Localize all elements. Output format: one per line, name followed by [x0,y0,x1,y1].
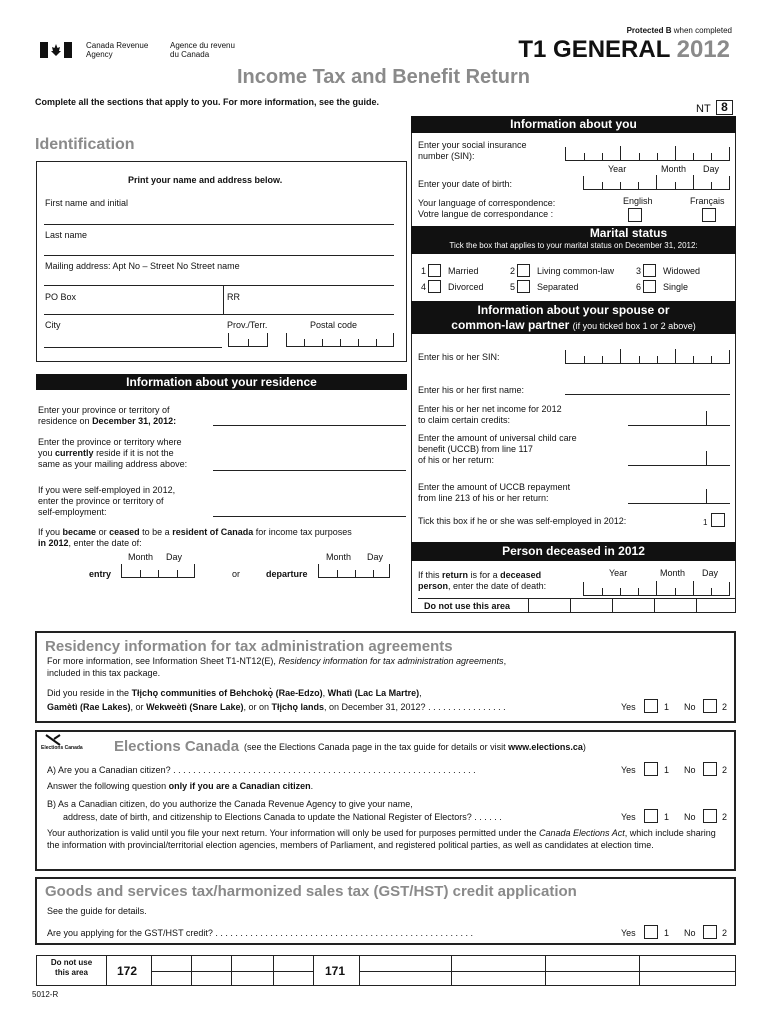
marital-option-label: Single [663,282,689,292]
marital-option-number: 4 [421,282,427,292]
deceased-text: If this return is for a deceased person, enter the date of death: [418,570,547,591]
elections-b-no-label: No [684,812,696,822]
spouse-sin-label: Enter his or her SIN: [418,352,500,362]
form-code: 5012-R [32,990,59,999]
residence-q4: If you became or ceased to be a resident of Canada for income tax purposes in 2012, enter the date of: [38,527,352,548]
marital-option-label: Separated [537,282,579,292]
elections-a-yes-checkbox[interactable] [644,762,658,776]
marital-option-number: 3 [636,266,642,276]
elections-question-b1: B) As a Canadian citizen, do you authorize the Canada Revenue Agency to give your name, [47,799,413,809]
current-province-field[interactable] [213,470,406,471]
marital-checkbox-widowed[interactable] [643,264,656,277]
elections-answer-note: Answer the following question only if you are a Canadian citizen. [47,781,314,791]
elections-a-no-num: 2 [722,765,728,775]
form-title: T1 GENERAL 2012 [518,36,730,63]
elections-question-b2: address, date of birth, and citizenship to Elections Canada to update the National Register of Electors? . . . . . . [63,812,502,822]
marital-option-label: Married [448,266,479,276]
about-you-header: Information about you [411,116,736,133]
residency-question-line2: Gamètì (Rae Lakes), or Wekweètì (Snare Lake), or on Tłįchǫ lands, on December 31, 2012? . . . . . . . . . . . . . . . . [47,702,506,712]
mailing-address-label: Mailing address: Apt No – Street No Street name [45,261,240,271]
dob-month-label: Month [661,164,687,174]
francais-label: Français [690,196,725,206]
elections-title-sub: (see the Elections Canada page in the tax guide for details or visit www.elections.ca) [244,742,586,752]
departure-date-field[interactable] [318,564,390,578]
elections-question-a: A) Are you a Canadian citizen? . . . . . . . . . . . . . . . . . . . . . . . . . . . . . . . . . . . . . . . . . . . . . . . . . . . . . . . . . . . . . [47,765,476,775]
residency-yes-num: 1 [664,702,670,712]
right-column-box [411,116,736,613]
identification-title: Identification [35,136,135,153]
spouse-uccb-repay-label: Enter the amount of UCCB repayment from line 213 of his or her return: [418,482,571,503]
residence-province-field[interactable] [213,425,406,426]
self-employment-province-field[interactable] [213,516,406,517]
marital-option-number: 2 [510,266,516,276]
residency-no-num: 2 [722,702,728,712]
residency-yes-label: Yes [621,702,636,712]
entry-day-label: Day [166,552,183,562]
spouse-uccb-repay-field[interactable] [628,490,730,504]
po-box-field[interactable] [44,314,394,315]
entry-label: entry [89,569,112,579]
english-label: English [623,196,653,206]
departure-label: departure [266,569,308,579]
elections-b-no-checkbox[interactable] [703,809,717,823]
dob-day-label: Day [703,164,720,174]
city-label: City [45,320,61,330]
prov-field[interactable] [228,333,268,347]
language-label: Your language of correspondence: Votre langue de correspondance : [418,198,556,219]
elections-a-yes-num: 1 [664,765,670,775]
marital-option-label: Living common-law [537,266,615,276]
last-name-field[interactable] [44,255,394,256]
marital-checkbox-married[interactable] [428,264,441,277]
residence-header: Information about your residence [36,374,407,390]
death-month-label: Month [660,568,686,578]
gst-yes-label: Yes [621,928,636,938]
elections-b-yes-num: 1 [664,812,670,822]
residency-no-checkbox[interactable] [703,699,717,713]
footer-do-not-use-box [36,955,736,986]
form-subtitle: Income Tax and Benefit Return [237,66,531,88]
entry-month-label: Month [128,552,154,562]
residency-no-label: No [684,702,696,712]
marital-checkbox-living-common-law[interactable] [517,264,530,277]
marital-checkbox-single[interactable] [643,280,656,293]
elections-a-yes-label: Yes [621,765,636,775]
marital-checkbox-separated[interactable] [517,280,530,293]
last-name-label: Last name [45,230,88,240]
marital-header: Marital status Tick the box that applies to your marital status on December 31, 2012: [411,226,736,254]
dob-field[interactable] [583,176,730,190]
francais-checkbox[interactable] [702,208,716,222]
sin-field[interactable] [565,147,730,161]
entry-date-field[interactable] [121,564,195,578]
elections-b-yes-label: Yes [621,812,636,822]
postal-code-field[interactable] [286,333,394,347]
po-rr-divider [223,286,224,315]
elections-b-yes-checkbox[interactable] [644,809,658,823]
elections-logo: Elections Canada [41,734,105,752]
marital-option-number: 5 [510,282,516,292]
canada-flag-logo [40,42,72,58]
or-label: or [232,569,241,579]
elections-title: Elections Canada [114,738,240,755]
elections-a-no-label: No [684,765,696,775]
first-name-field[interactable] [44,224,394,225]
spouse-uccb-field[interactable] [628,452,730,466]
footer-do-not-use-label: Do not use this area [50,958,93,977]
agency-name-en: Canada Revenue Agency [86,41,149,59]
elections-authorization-text: Your authorization is valid until you file your next return. Your information will only be used for purposes permitted under the Canada Elections Act, which include sharing the information with provincial/territorial election agencies, members of Parliament, and registered political parties, as well as candidates at election time. [47,828,716,850]
death-year-label: Year [609,568,628,578]
elections-b-no-num: 2 [722,812,728,822]
marital-option-number: 1 [421,266,427,276]
marital-checkbox-divorced[interactable] [428,280,441,293]
residence-q1: Enter your province or territory of residence on December 31, 2012: [38,405,177,426]
dob-year-label: Year [608,164,627,174]
spouse-net-income-label: Enter his or her net income for 2012 to claim certain credits: [418,404,562,425]
death-date-field[interactable] [583,582,730,596]
spouse-header: Information about your spouse or common-law partner (if you ticked box 1 or 2 above) [411,301,736,334]
residency-question-line1: Did you reside in the Tłįchǫ communities of Behchokǫ̀ (Rae-Edzo), Whatì (Lac La Martre), [47,688,422,698]
gst-title: Goods and services tax/harmonized sales tax (GST/HST) credit application [45,883,577,900]
agency-name-fr: Agence du revenu du Canada [170,41,235,59]
gst-no-num: 2 [722,928,728,938]
dob-label: Enter your date of birth: [418,179,513,189]
residence-q3: If you were self-employed in 2012, enter the province or territory of self-employment: [38,485,176,517]
spouse-self-employed-label: Tick this box if he or she was self-employed in 2012: [418,516,627,526]
po-box-label: PO Box [45,292,77,302]
marital-option-number: 6 [636,282,642,292]
protected-b-label: Protected B when completed [626,26,732,35]
marital-option-label: Widowed [663,266,701,276]
spouse-self-employed-num: 1 [703,518,708,527]
nt-value: 8 [716,100,733,115]
spouse-self-employed-checkbox[interactable] [711,513,725,527]
gst-question: Are you applying for the GST/HST credit? . . . . . . . . . . . . . . . . . . . . . . . . . . . . . . . . . . . . . . . . . . . . . . . . . . . . [47,928,473,938]
footer-code-172: 172 [117,964,138,978]
spouse-net-income-field[interactable] [628,412,730,426]
residency-p2: included in this tax package. [47,668,161,678]
deceased-header: Person deceased in 2012 [411,542,736,561]
gst-see-guide: See the guide for details. [47,906,147,916]
mailing-address-field[interactable] [44,285,394,286]
nt-label: NT [696,103,711,115]
death-day-label: Day [702,568,719,578]
instruction-text: Complete all the sections that apply to you. For more information, see the guide. [35,97,380,107]
elections-a-no-checkbox[interactable] [703,762,717,776]
spouse-sin-field[interactable] [565,350,730,364]
rr-label: RR [227,292,240,302]
flag-icon [40,42,72,58]
departure-day-label: Day [367,552,384,562]
residency-yes-checkbox[interactable] [644,699,658,713]
residence-q2: Enter the province or territory where you currently reside if it is not the same as your mailing address above: [38,437,188,469]
deceased-do-not-use: Do not use this area [418,598,736,613]
gst-no-label: No [684,928,696,938]
postal-label: Postal code [310,320,358,330]
residency-title: Residency information for tax administration agreements [45,638,453,655]
city-field[interactable] [44,347,222,348]
gst-yes-num: 1 [664,928,670,938]
departure-month-label: Month [326,552,352,562]
spouse-uccb-label: Enter the amount of universal child care benefit (UCCB) from line 117 of his or her return: [418,433,577,465]
english-checkbox[interactable] [628,208,642,222]
spouse-first-name-field[interactable] [565,394,730,395]
first-name-label: First name and initial [45,198,129,208]
marital-option-label: Divorced [448,282,484,292]
gst-no-checkbox[interactable] [703,925,717,939]
residency-p1: For more information, see Information Sheet T1-NT12(E), Residency information for tax administration agreements, [47,656,507,666]
print-name-label: Print your name and address below. [128,175,283,185]
sin-label: Enter your social insurance number (SIN): [418,140,527,161]
gst-yes-checkbox[interactable] [644,925,658,939]
spouse-first-name-label: Enter his or her first name: [418,385,525,395]
footer-code-171: 171 [325,964,346,978]
prov-label: Prov./Terr. [227,320,268,330]
